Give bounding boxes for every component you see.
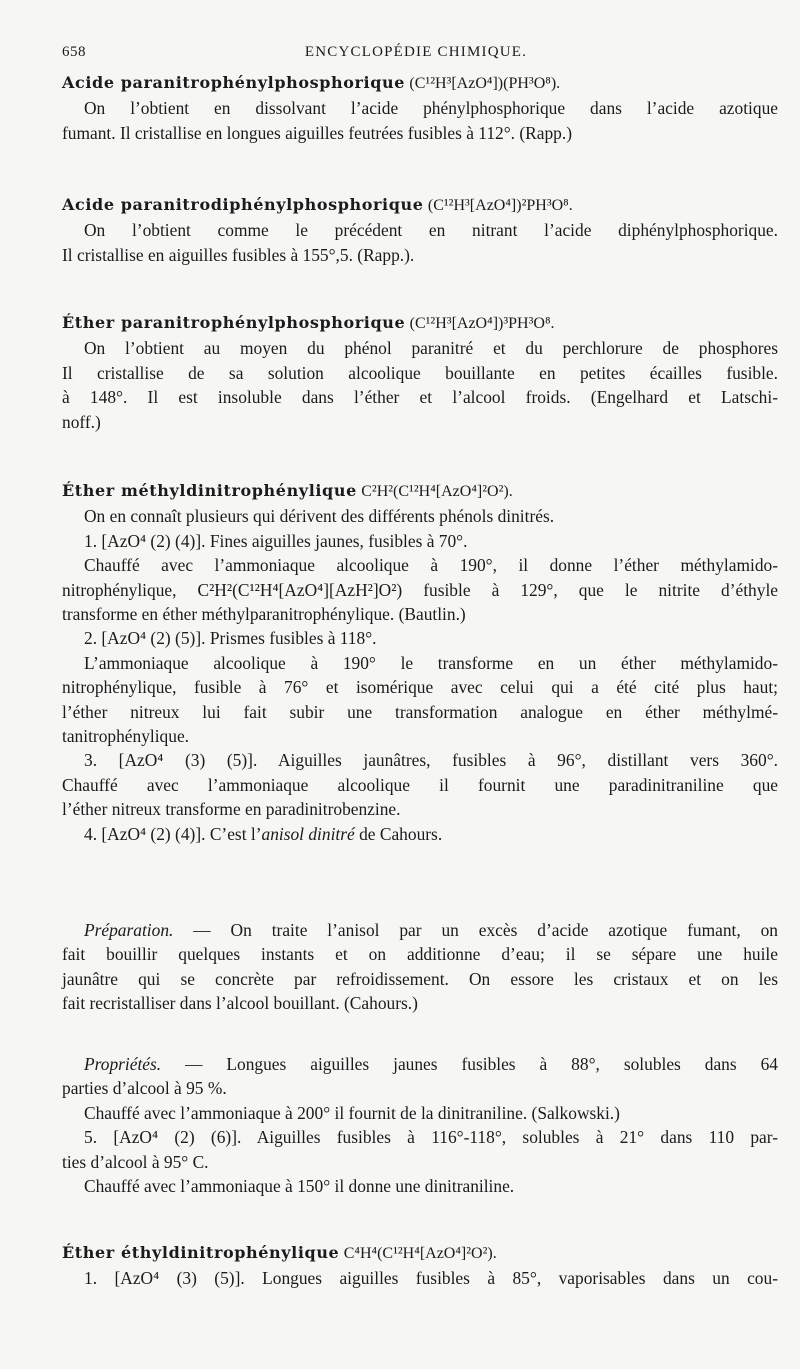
paragraph-line: Chauffé avec l’ammoniaque à 200° il fournit de la dinitraniline. (Salkowski.) — [84, 1102, 620, 1123]
paragraph-line: fait bouillir quelques instants et on additionne d’eau; il se sépare une huile — [62, 944, 778, 965]
section-heading: Acide paranitrophénylphosphorique (C¹²H³[AzO⁴])(PH³O⁸). — [62, 73, 561, 92]
section-paranitrophenylphosphorique — [62, 70, 778, 145]
paragraph-line: noff.) — [62, 411, 101, 432]
paragraph-line: fumant. Il cristallise en longues aiguilles feutrées fusibles à 112°. (Rapp.) — [62, 122, 573, 143]
paragraph-line: l’éther nitreux lui fait subir une transformation analogue en éther méthylmé- — [62, 701, 778, 722]
list-item: 1. [AzO⁴ (3) (5)]. Longues aiguilles fusibles à 85°, vaporisables dans un cou- — [84, 1268, 778, 1289]
paragraph-line: transforme en éther méthylparanitrophénylique. (Bautlin.) — [62, 604, 466, 625]
paragraph-line: L’ammoniaque alcoolique à 190° le transforme en un éther méthylamido- — [84, 652, 778, 673]
paragraph-line: Chauffé avec l’ammoniaque alcoolique à 190°, il donne l’éther méthylamido- — [84, 555, 778, 576]
list-item: 1. [AzO⁴ (2) (4)]. Fines aiguilles jaunes, fusibles à 70°. — [84, 530, 468, 551]
section-heading: Éther paranitrophénylphosphorique (C¹²H³[AzO⁴])³PH³O⁸. — [62, 313, 555, 332]
list-item: 4. [AzO⁴ (2) (4)]. C’est l’anisol dinitré de Cahours. — [84, 823, 443, 844]
paragraph-line: Chauffé avec l’ammoniaque à 150° il donne une dinitraniline. — [84, 1176, 515, 1197]
paragraph-line: Il cristallise en aiguilles fusibles à 155°,5. (Rapp.). — [62, 244, 415, 265]
paragraph-line: l’éther nitreux transforme en paradinitrobenzine. — [62, 799, 401, 820]
section-paranitrodiphenylphosphorique — [62, 192, 778, 267]
preparation-label: Préparation. — [84, 920, 174, 940]
list-item: 5. [AzO⁴ (2) (6)]. Aiguilles fusibles à 116°-118°, solubles à 21° dans 110 par- — [84, 1127, 778, 1148]
running-header — [62, 40, 770, 66]
list-item: 3. [AzO⁴ (3) (5)]. Aiguilles jaunâtres, fusibles à 96°, distillant vers 360°. — [84, 750, 778, 771]
paragraph-line: tanitrophénylique. — [62, 726, 190, 747]
paragraph-line: parties d’alcool à 95 %. — [62, 1078, 227, 1099]
paragraph-line: nitrophénylique, fusible à 76° et isomérique avec celui qui a été cité plus haut; — [62, 677, 778, 698]
paragraph-line: Préparation. — On traite l’anisol par un excès d’acide azotique fumant, on — [84, 920, 778, 940]
page-number: 658 — [62, 44, 86, 60]
proprietes-label: Propriétés. — [84, 1054, 162, 1074]
section-heading: Acide paranitrodiphénylphosphorique (C¹²H³[AzO⁴])²PH³O⁸. — [62, 195, 573, 214]
paragraph-line: On l’obtient au moyen du phénol paranitré et du perchlorure de phosphores — [84, 338, 778, 359]
section-ether-methyldinitrophenylique — [62, 478, 778, 846]
list-item: 2. [AzO⁴ (2) (5)]. Prismes fusibles à 118°. — [84, 628, 377, 649]
paragraph-line: nitrophénylique, C²H²(C¹²H⁴[AzO⁴][AzH²]O²) fusible à 129°, que le nitrite d’éthyle — [62, 579, 778, 600]
paragraph-line: à 148°. Il est insoluble dans l’éther et l’alcool froids. (Engelhard et Latschi- — [62, 387, 778, 408]
section-heading: Éther méthyldinitrophénylique C²H²(C¹²H⁴[AzO⁴]²O²). — [62, 481, 513, 500]
section-heading: Éther éthyldinitrophénylique C⁴H⁴(C¹²H⁴[AzO⁴]²O²). — [62, 1243, 497, 1262]
paragraph-line: On l’obtient en dissolvant l’acide phénylphosphorique dans l’acide azotique — [84, 98, 778, 119]
paragraph-line: Il cristallise de sa solution alcoolique bouillante en petites écailles fusible. — [62, 362, 778, 383]
preparation-paragraph — [62, 918, 778, 1016]
section-ether-paranitrophenylphosphorique — [62, 310, 778, 434]
paragraph-line: Propriétés. — Longues aiguilles jaunes fusibles à 88°, solubles dans 64 — [84, 1054, 778, 1074]
paragraph-line: On en connaît plusieurs qui dérivent des différents phénols dinitrés. — [84, 506, 555, 527]
paragraph-line: ties d’alcool à 95° C. — [62, 1151, 209, 1172]
paragraph-line: Chauffé avec l’ammoniaque alcoolique il fournit une paradinitraniline que — [62, 774, 778, 795]
proprietes-paragraph — [62, 1052, 778, 1198]
section-ether-ethyldinitrophenylique — [62, 1240, 778, 1291]
paragraph-line: fait recristalliser dans l’alcool bouillant. (Cahours.) — [62, 993, 418, 1014]
paragraph-line: jaunâtre qui se concrète par refroidissement. On essore les cristaux et on les — [62, 968, 778, 989]
paragraph-line: On l’obtient comme le précédent en nitrant l’acide diphénylphosphorique. — [84, 220, 778, 241]
running-title: ENCYCLOPÉDIE CHIMIQUE. — [304, 44, 528, 60]
